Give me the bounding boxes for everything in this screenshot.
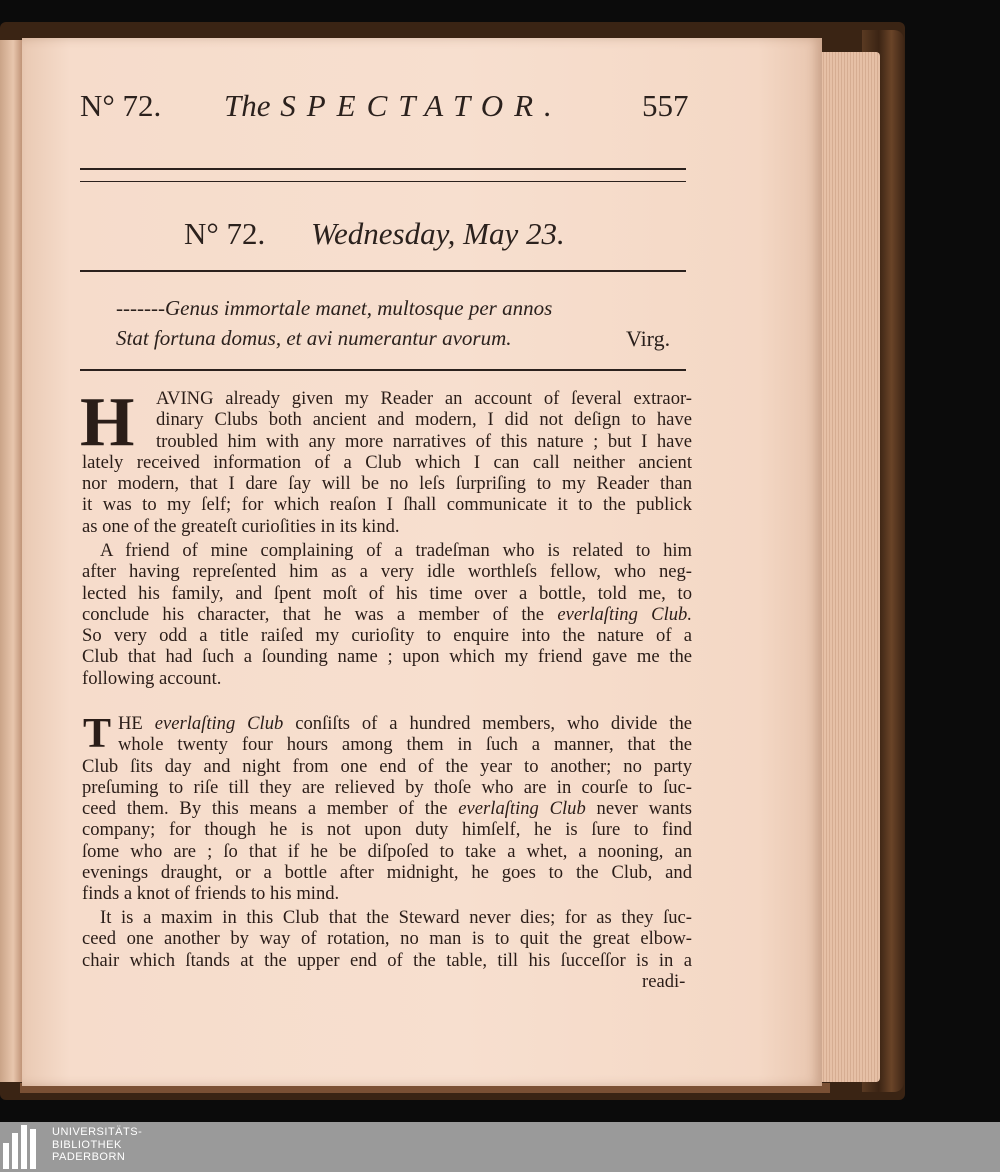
text-line: as one of the greateſt curioſities in its kind. — [82, 515, 400, 537]
text-line: It is a maxim in this Club that the Steward never dies; for as they ſuc- — [100, 907, 692, 928]
library-name-line-1: UNIVERSITÄTS- — [52, 1126, 143, 1138]
library-name-line-2: BIBLIOTHEK — [52, 1138, 122, 1151]
text-line: it was to my ſelf; for which reaſon I ſhall communicate it to the publick — [82, 494, 692, 516]
text-line: preſuming to riſe till they are relieved by thoſe who are in courſe to ſuc- — [82, 776, 692, 798]
text-line: Club that had ſuch a ſounding name ; upon which my friend gave me the — [82, 646, 692, 668]
running-header-title — [224, 88, 563, 124]
library-name — [52, 1126, 142, 1164]
text-line: Club ſits day and night from one end of the year to another; no party — [82, 755, 692, 777]
issue-number: N° 72. — [184, 216, 266, 251]
issue-date: Wednesday, May 23. — [311, 216, 565, 251]
text-line: chair which ſtands at the upper end of the table, till his ſucceſſor is in a — [82, 949, 692, 971]
text-line: evenings draught, or a bottle after midnight, he goes to the Club, and — [82, 862, 692, 884]
text-segment: conſiſts of a hundred members, who divide the — [283, 713, 693, 734]
issue-rule — [80, 270, 686, 272]
paragraph-4 — [82, 907, 692, 971]
italic-term: everlaſting Club. — [557, 603, 692, 625]
text-line — [82, 713, 692, 734]
motto-line-2: Stat fortuna domus, et avi numerantur avorum. — [116, 326, 512, 350]
running-header-number: N° 72. — [80, 88, 162, 123]
text-segment: conclude his character, that he was a member of the — [82, 603, 558, 625]
motto-line-1: -------Genus immortale manet, multosque per annos — [116, 296, 553, 320]
library-name-line-3: PADERBORN — [52, 1151, 126, 1163]
text-line: ſome who are ; ſo that if he be diſpoſed to take a whet, a nooning, an — [82, 840, 692, 862]
page-number: 557 — [642, 88, 689, 123]
library-logo-icon — [3, 1125, 43, 1169]
title-prefix: The — [224, 88, 271, 123]
text-line: A friend of mine complaining of a tradeſman who is related to him — [100, 540, 692, 561]
text-line: nor modern, that I dare ſay will be no leſs ſurpriſing to my Reader than — [82, 473, 692, 495]
text-line: AVING already given my Reader an account of ſeveral extraor- — [156, 388, 692, 409]
header-rule-top — [80, 168, 686, 170]
header-rule-bottom — [80, 181, 686, 182]
text-line: So very odd a title raiſed my curioſity to enquire into the nature of a — [82, 625, 692, 647]
motto-rule — [80, 369, 686, 371]
library-footer-bar — [0, 1122, 1000, 1172]
text-line: dinary Clubs both ancient and modern, I did not deſign to have — [156, 409, 692, 431]
issue-heading — [184, 216, 565, 252]
catchword: readi- — [642, 971, 686, 992]
text-line: lected his family, and ſpent moſt of his time over a bottle, told me, to — [82, 582, 692, 604]
text-segment: never wants — [585, 798, 692, 820]
book-page — [22, 38, 822, 1086]
motto-attribution: Virg. — [626, 326, 671, 351]
page-stack — [818, 52, 880, 1082]
italic-term: everlaſting Club — [154, 713, 284, 734]
dropcap-t: T — [83, 711, 112, 757]
italic-term: everlaſting Club — [458, 798, 586, 820]
title-main: SPECTATOR. — [280, 88, 563, 123]
text-line: finds a knot of friends to his mind. — [82, 883, 340, 905]
paragraph-3 — [82, 713, 692, 905]
text-segment: ceed them. By this means a member of the — [82, 798, 459, 820]
text-line — [82, 604, 692, 625]
text-line: following account. — [82, 667, 222, 689]
text-segment: HE — [118, 713, 155, 734]
text-line: whole twenty four hours among them in ſuch a manner, that the — [118, 734, 692, 756]
text-line — [82, 798, 692, 819]
text-line: after having repreſented him as a very idle worthleſs fellow, who neg- — [82, 561, 692, 583]
dropcap-h: H — [80, 384, 135, 461]
facing-page-edge — [0, 40, 22, 1082]
text-line: company; for though he is not upon duty himſelf, he is ſure to find — [82, 819, 692, 841]
text-line: lately received information of a Club which I can call neither ancient — [82, 451, 692, 473]
text-line: ceed one another by way of rotation, no man is to quit the great elbow- — [82, 928, 692, 950]
text-line: troubled him with any more narratives of this nature ; but I have — [156, 430, 692, 452]
paragraph-1 — [80, 384, 692, 537]
paragraph-2 — [82, 540, 692, 689]
